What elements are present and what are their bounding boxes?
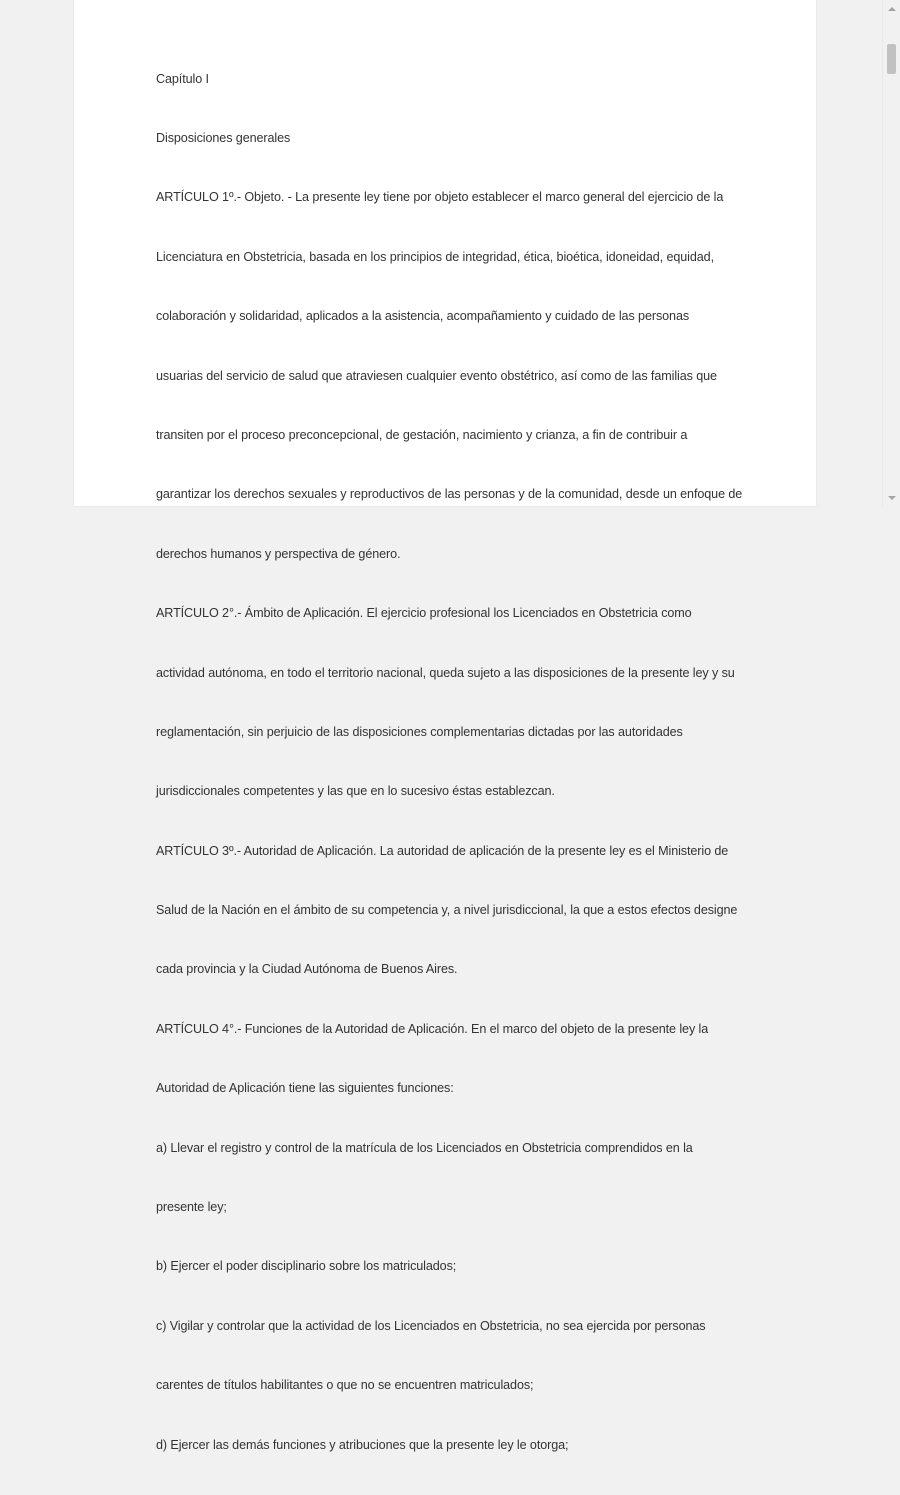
article-4-item-b: b) Ejercer el poder disciplinario sobre los matriculados; [156,1259,457,1274]
article-4-line: ARTÍCULO 4°.- Funciones de la Autoridad de Aplicación. En el marco del objeto de la presente ley la [156,1021,709,1036]
article-4-line: Autoridad de Aplicación tiene las siguientes funciones: [156,1081,454,1096]
section-heading: Disposiciones generales [156,130,291,145]
scroll-up-arrow-icon[interactable] [883,0,900,17]
article-1-line: garantizar los derechos sexuales y reproductivos de las personas y de la comunidad, desde un enfoque de [156,487,743,502]
article-3-line: Salud de la Nación en el ámbito de su competencia y, a nivel jurisdiccional, la que a estos efectos designe [156,903,738,918]
document-body [156,30,756,1495]
article-2-line: jurisdiccionales competentes y las que en lo sucesivo éstas establezcan. [156,784,555,799]
document-page [74,0,816,1452]
article-3-line: ARTÍCULO 3º.- Autoridad de Aplicación. La autoridad de aplicación de la presente ley es el Ministerio de [156,843,729,858]
article-4-item-c: carentes de títulos habilitantes o que no se encuentren matriculados; [156,1378,534,1393]
article-2-line: reglamentación, sin perjuicio de las disposiciones complementarias dictadas por las autoridades [156,724,683,739]
article-2-line: ARTÍCULO 2°.- Ámbito de Aplicación. El ejercicio profesional los Licenciados en Obstetricia como [156,606,692,621]
article-4-item-d: d) Ejercer las demás funciones y atribuciones que la presente ley le otorga; [156,1437,569,1452]
article-1-line: usuarias del servicio de salud que atraviesen cualquier evento obstétrico, así como de las familias que [156,368,717,383]
article-1-line: derechos humanos y perspectiva de género. [156,546,401,561]
scrollbar-thumb[interactable] [887,44,896,74]
article-3-line: cada provincia y la Ciudad Autónoma de Buenos Aires. [156,962,458,977]
chapter-heading: Capítulo I [156,71,209,86]
article-4-item-a: presente ley; [156,1200,227,1215]
vertical-scrollbar[interactable] [882,0,900,506]
article-4-item-a: a) Llevar el registro y control de la matrícula de los Licenciados en Obstetricia comprendidos en la [156,1140,693,1155]
article-2-line: actividad autónoma, en todo el territorio nacional, queda sujeto a las disposiciones de la presente ley y su [156,665,735,680]
article-4-item-c: c) Vigilar y controlar que la actividad de los Licenciados en Obstetricia, no sea ejercida por personas [156,1318,706,1333]
article-1-line: colaboración y solidaridad, aplicados a la asistencia, acompañamiento y cuidado de las personas [156,309,690,324]
article-1-line: ARTÍCULO 1º.- Objeto. - La presente ley tiene por objeto establecer el marco general del ejercicio de la [156,190,724,205]
scroll-down-arrow-icon[interactable] [883,489,900,506]
article-1-line: transiten por el proceso preconcepcional, de gestación, nacimiento y crianza, a fin de contribuir a [156,427,688,442]
article-1-line: Licenciatura en Obstetricia, basada en los principios de integridad, ética, bioética, idoneidad, equidad, [156,249,714,264]
